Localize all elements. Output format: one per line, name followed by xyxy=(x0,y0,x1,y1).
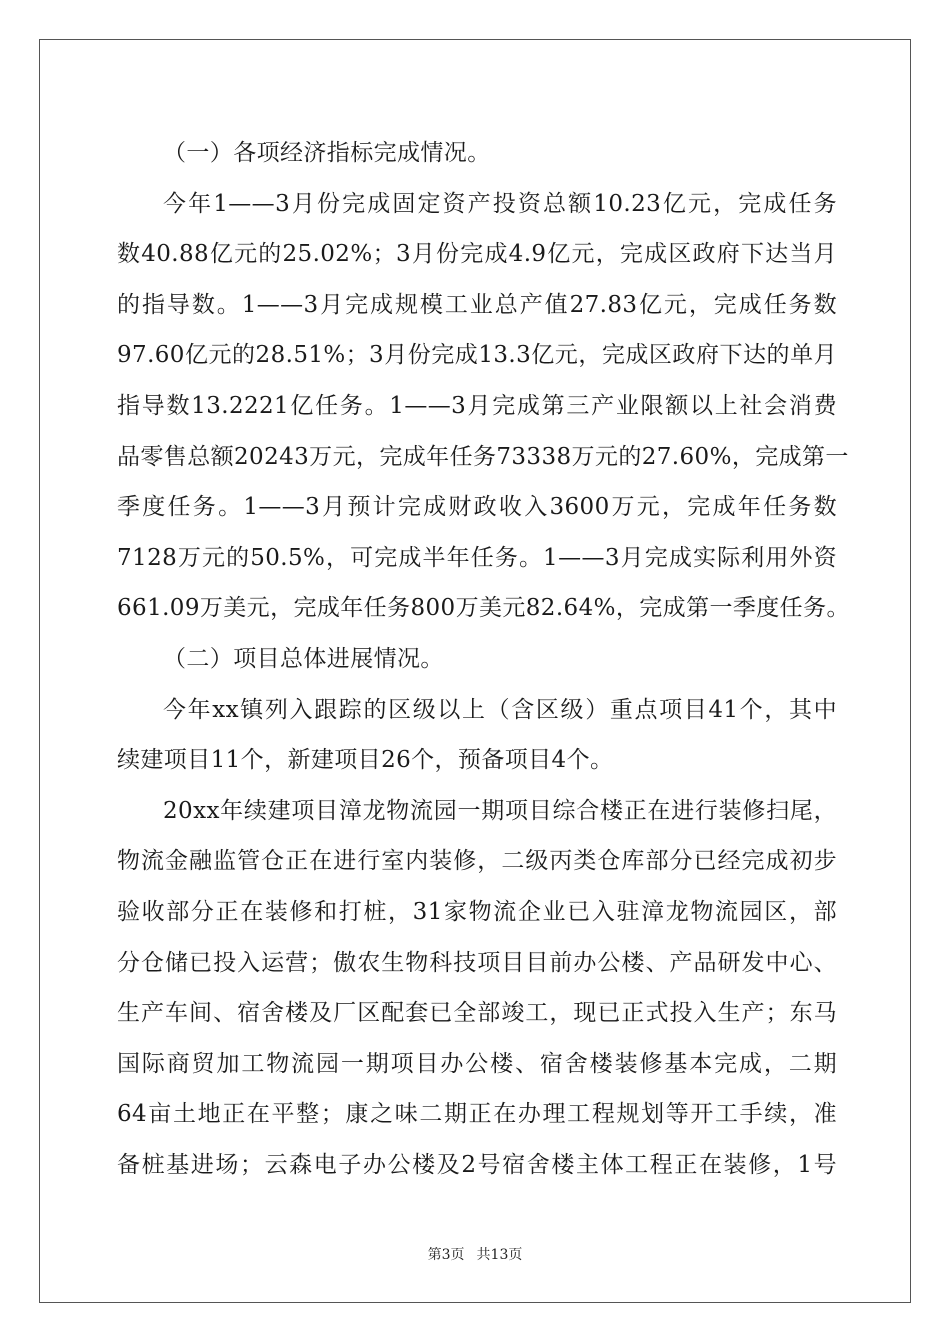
paragraph-line: 季度任务。1——3月预计完成财政收入3600万元，完成年任务数 xyxy=(117,494,837,521)
page-number: 第3页 xyxy=(427,1247,465,1263)
paragraph-line: 今年1——3月份完成固定资产投资总额10.23亿元，完成任务 xyxy=(163,190,837,217)
section-heading: （二）项目总体进展情况。 xyxy=(163,645,444,672)
page-total: 共13页 xyxy=(476,1247,523,1263)
page-footer xyxy=(0,1244,950,1264)
paragraph-line: 品零售总额20243万元，完成年任务73338万元的27.60%，完成第一 xyxy=(117,443,849,470)
paragraph-line: 生产车间、宿舍楼及厂区配套已全部竣工，现已正式投入生产；东马 xyxy=(117,1000,837,1027)
paragraph-line: 7128万元的50.5%，可完成半年任务。1——3月完成实际利用外资 xyxy=(117,544,837,571)
paragraph-line: 64亩土地正在平整；康之味二期正在办理工程规划等开工手续，准 xyxy=(117,1101,837,1128)
paragraph-line: 分仓储已投入运营；傲农生物科技项目目前办公楼、产品研发中心、 xyxy=(117,949,837,976)
paragraph-line: 续建项目11个，新建项目26个，预备项目4个。 xyxy=(117,747,614,774)
paragraph-line: 指导数13.2221亿任务。1——3月完成第三产业限额以上社会消费 xyxy=(117,392,837,419)
paragraph-line: 数40.88亿元的25.02%；3月份完成4.9亿元，完成区政府下达当月 xyxy=(117,241,837,268)
paragraph-line: 20xx年续建项目漳龙物流园一期项目综合楼正在进行装修扫尾， xyxy=(163,797,837,824)
document-body xyxy=(117,128,850,1190)
paragraph-line: 验收部分正在装修和打桩，31家物流企业已入驻漳龙物流园区，部 xyxy=(117,898,837,925)
paragraph-line: 物流金融监管仓正在进行室内装修，二级丙类仓库部分已经完成初步 xyxy=(117,848,837,875)
section-heading: （一）各项经济指标完成情况。 xyxy=(163,140,491,166)
paragraph-line: 今年xx镇列入跟踪的区级以上（含区级）重点项目41个，其中 xyxy=(163,696,837,723)
paragraph-line: 备桩基进场；云森电子办公楼及2号宿舍楼主体工程正在装修，1号 xyxy=(117,1151,837,1178)
paragraph-line: 661.09万美元，完成年任务800万美元82.64%，完成第一季度任务。 xyxy=(117,595,850,622)
paragraph-line: 国际商贸加工物流园一期项目办公楼、宿舍楼装修基本完成，二期 xyxy=(117,1050,837,1077)
paragraph-line: 的指导数。1——3月完成规模工业总产值27.83亿元，完成任务数 xyxy=(117,291,837,318)
paragraph-line: 97.60亿元的28.51%；3月份完成13.3亿元，完成区政府下达的单月 xyxy=(117,342,837,369)
